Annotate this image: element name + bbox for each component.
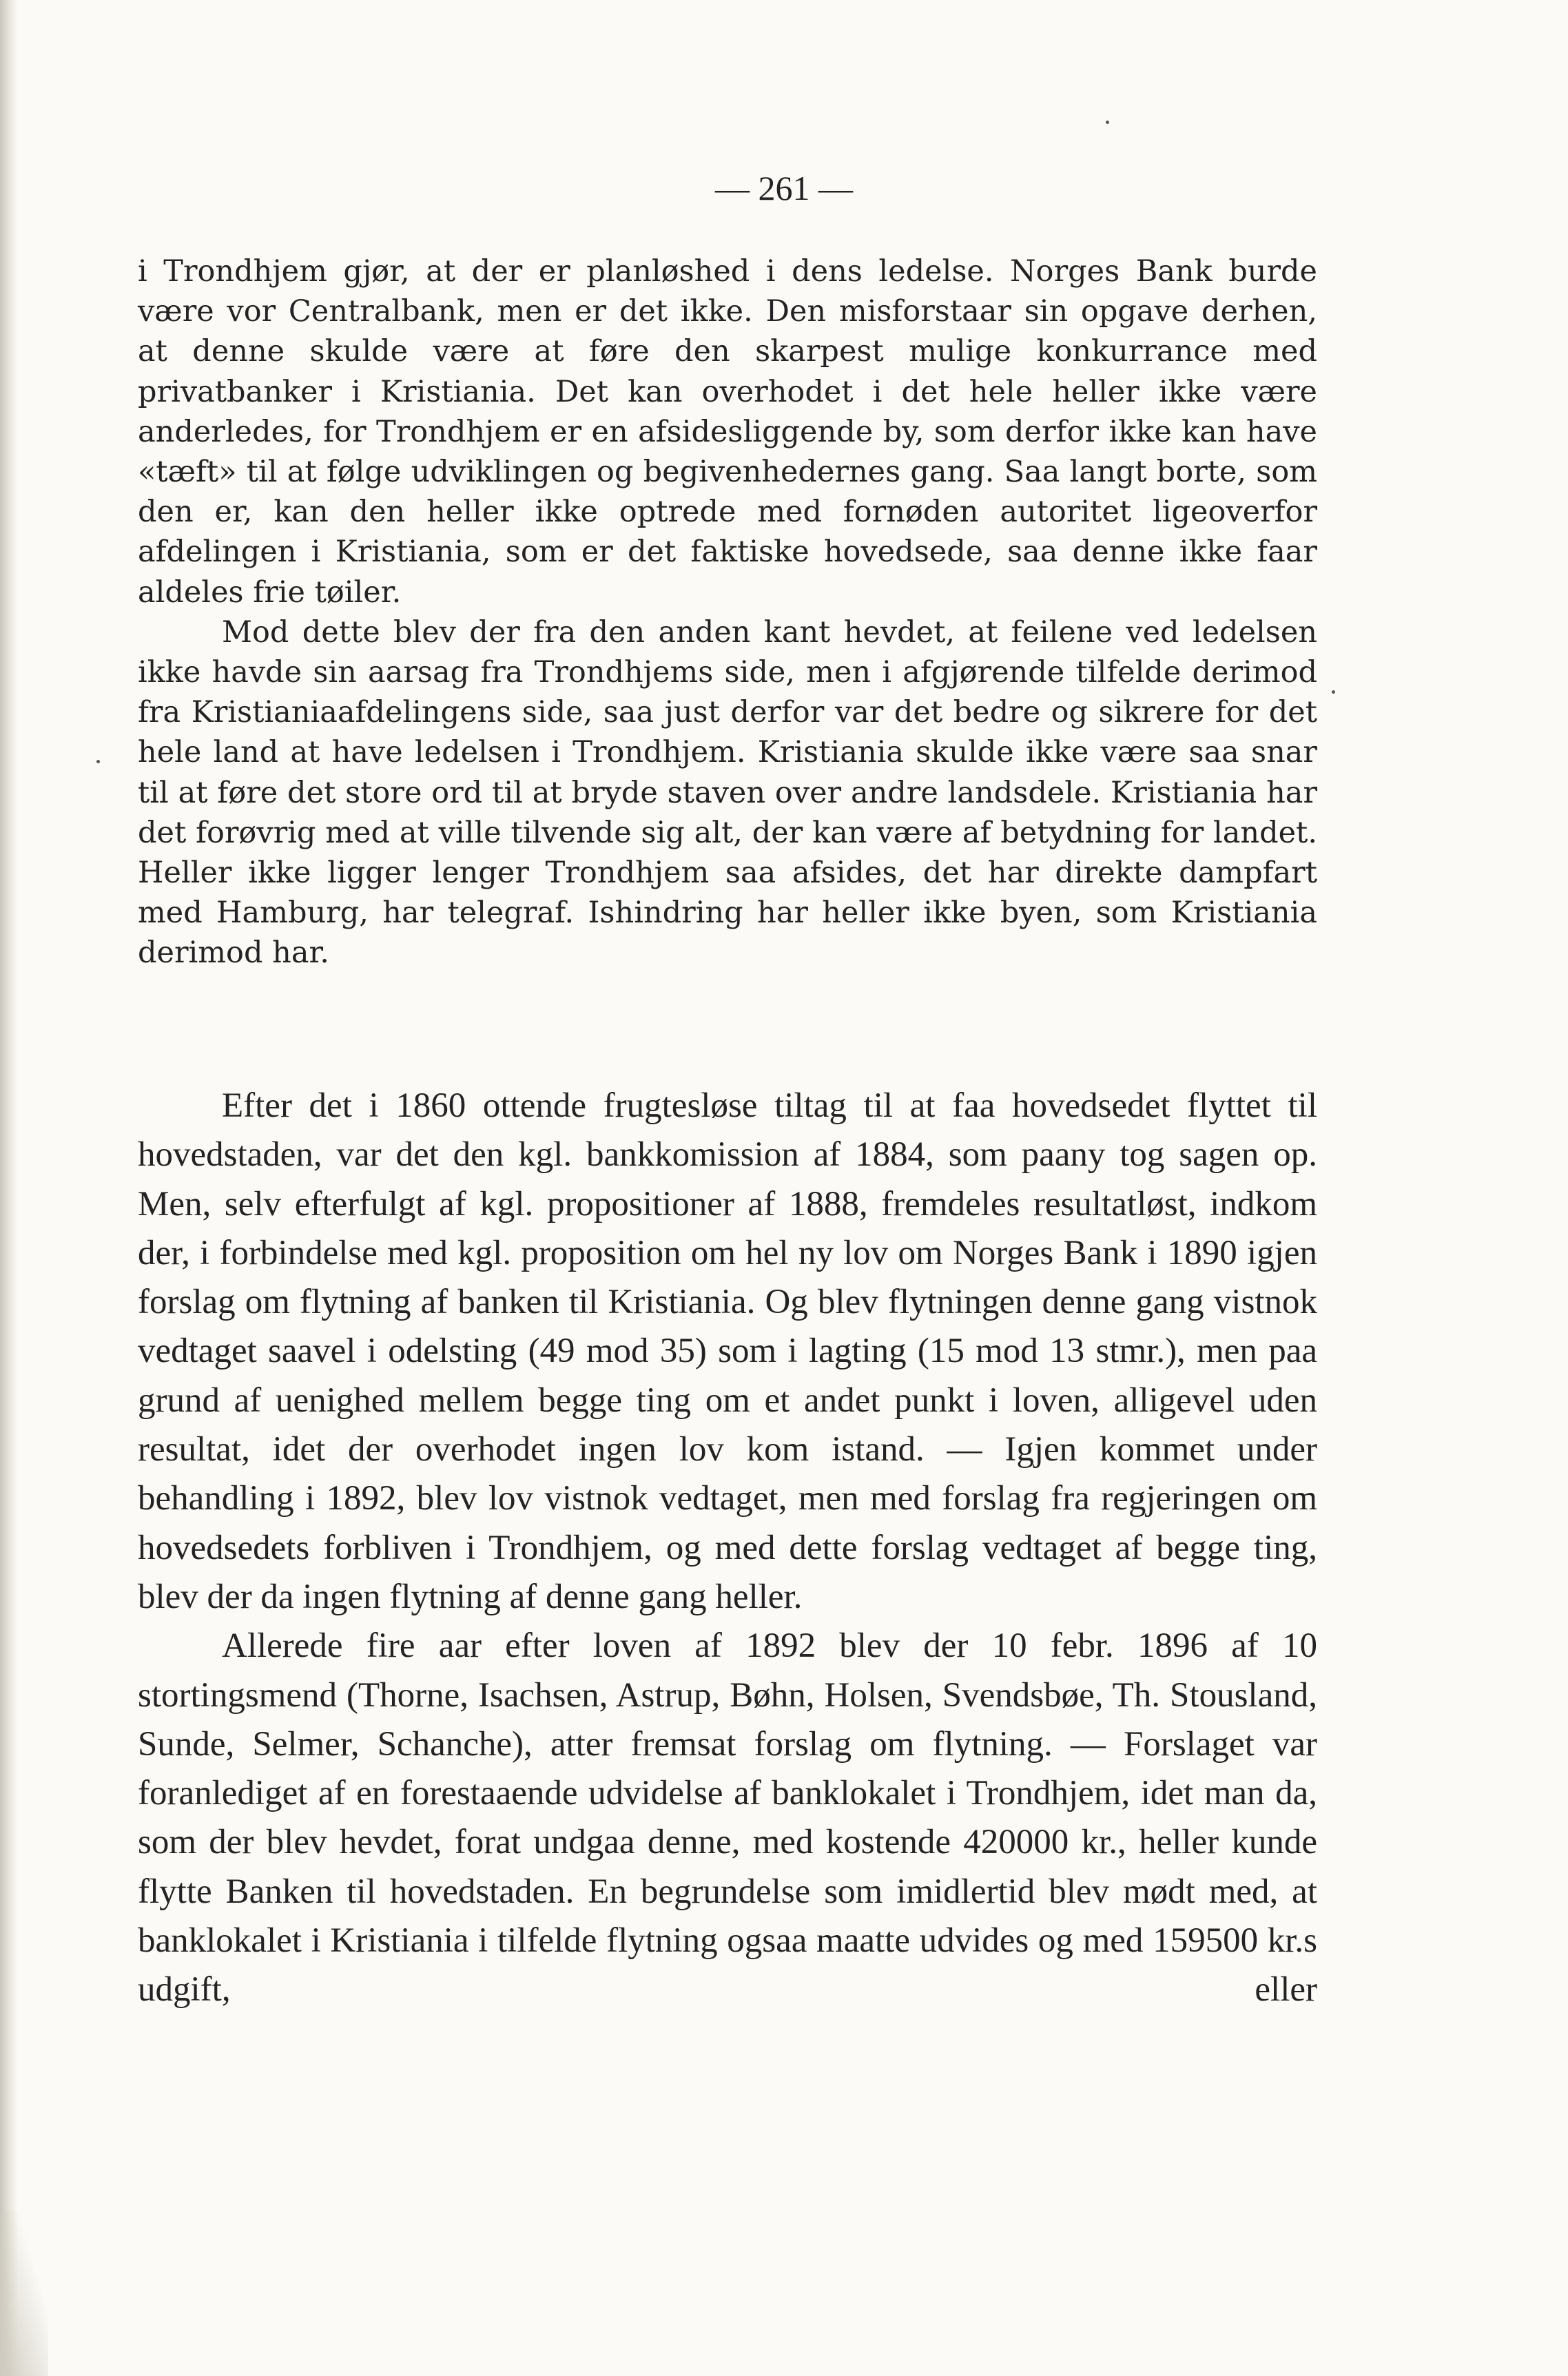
paragraph: Mod dette blev der fra den anden kant hevdet, at feilene ved ledelsen ikke havde sin aarsag fra Trondhjems side, men i afgjørende tilfelde derimod fra Kristianiaafdelingens side, saa just derfor var det bedre og sikrere for det hele land at have ledelsen i Trondhjem. Kristiania skulde ikke være saa snar til at føre det store ord til at bryde staven over andre landsdele. Kristiania har det forøvrig med at ville tilvende sig alt, der kan være af betydning for landet. Heller ikke ligger lenger Trondhjem saa afsides, det har direkte dampfart med Hamburg, har telegraf. Ishindring har heller ikke byen, som Kristiania derimod har. xyxy=(138,614,1317,971)
scan-speck xyxy=(96,760,100,763)
paragraph: i Trondhjem gjør, at der er planløshed i dens ledelse. Norges Bank burde være vor Centralbank, men er det ikke. Den misforstaar sin opgave derhen, at denne skulde være at føre den skarpest mulige konkurrance med privatbanker i Kristiania. Det kan overhodet i det hele heller ikke være anderledes, for Trondhjem er en afsidesliggende by, som derfor ikke kan have «tæft» til at følge udviklingen og begivenhedernes gang. Saa langt borte, som den er, kan den heller ikke optrede med fornøden autoritet ligeoverfor afdelingen i Kristiania, som er det faktiske hovedsede, saa denne ikke faar aldeles frie tøiler. xyxy=(138,254,1317,610)
scan-speck xyxy=(1106,121,1109,124)
scan-speck xyxy=(1332,690,1335,694)
paragraph: Allerede fire aar efter loven af 1892 blev der 10 febr. 1896 af 10 stortingsmend (Thorne, Isachsen, Astrup, Bøhn, Holsen, Svendsbøe, Th. Stousland, Sunde, Selmer, Schanche), atter fremsat forslag om flytning. — Forslaget var foranlediget af en forestaaende udvidelse af banklokalet i Trondhjem, idet man da, som der blev hevdet, forat undgaa denne, med kostende 420000 kr., heller kunde flytte Banken til hovedstaden. En begrundelse som imidlertid blev mødt med, at banklokalet i Kristiania i tilfelde flytning ogsaa maatte udvides og med 159500 kr.s udgift, eller xyxy=(138,1626,1317,2010)
page-number: — 261 — xyxy=(715,169,853,207)
page-corner-shadow xyxy=(0,2211,48,2376)
paragraph: Efter det i 1860 ottende frugtesløse tiltag til at faa hovedsedet flyttet til hovedstaden, var det den kgl. bankkomission af 1884, som paany tog sagen op. Men, selv efterfulgt af kgl. propositioner af 1888, fremdeles resultatløst, indkom der, i forbindelse med kgl. proposition om hel ny lov om Norges Bank i 1890 igjen forslag om flytning af banken til Kristiania. Og blev flytningen denne gang vistnok vedtaget saavel i odelsting (49 mod 35) som i lagting (15 mod 13 stmr.), men paa grund af uenighed mellem begge ting om et andet punkt i loven, alligevel uden resultat, idet der overhodet ingen lov kom istand. — Igjen kommet under behandling i 1892, blev lov vistnok vedtaget, men med forslag fra regjeringen om hovedsedets forbliven i Trondhjem, og med dette forslag vedtaget af begge ting, blev der da ingen flytning af denne gang heller. xyxy=(138,1086,1317,1616)
page-edge-shadow xyxy=(0,0,18,2376)
body-section-large-type xyxy=(138,1082,1317,2015)
body-section-small-type xyxy=(138,251,1317,973)
